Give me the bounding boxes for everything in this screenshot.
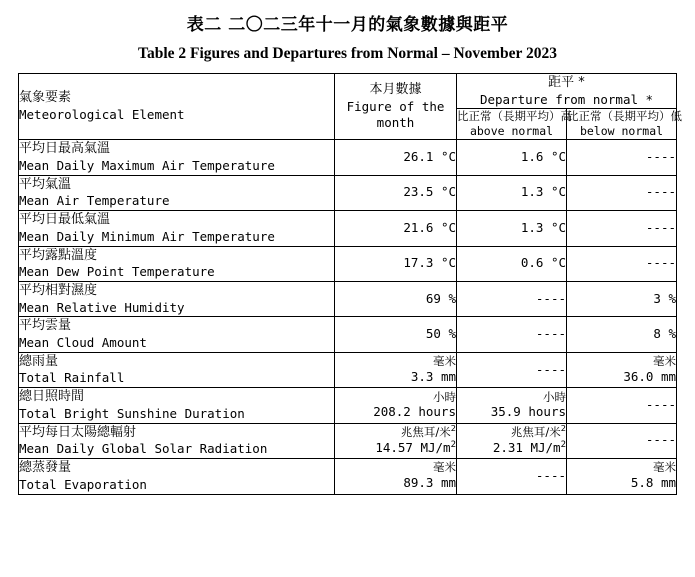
- table-row: [19, 423, 677, 458]
- table-row: [19, 211, 677, 246]
- row-element-en: Mean Dew Point Temperature: [19, 264, 215, 280]
- header-figure-cell: [335, 74, 457, 140]
- header-element-en: Meteorological Element: [19, 106, 185, 122]
- row-element-zh: 總蒸發量: [19, 460, 72, 476]
- row-element-en: Mean Daily Global Solar Radiation: [19, 441, 268, 457]
- row-figure-cell: 26.1 °C: [335, 140, 457, 175]
- table-row: [19, 281, 677, 316]
- row-element-cell: [19, 140, 335, 175]
- row-below-normal-cell: ----: [567, 246, 677, 281]
- row-below-normal-cell: 毫米 36.0 mm: [567, 352, 677, 387]
- row-above-normal-cell: ----: [457, 352, 567, 387]
- row-above-normal-cell: 小時 35.9 hours: [457, 388, 567, 423]
- row-figure-cell: 小時 208.2 hours: [335, 388, 457, 423]
- row-above-normal-cell: 1.6 °C: [457, 140, 567, 175]
- header-figure-zh: 本月數據: [369, 82, 422, 97]
- row-element-zh: 總日照時間: [19, 389, 85, 405]
- row-element-cell: [19, 246, 335, 281]
- table-header: [19, 74, 682, 140]
- row-figure-cell: 23.5 °C: [335, 175, 457, 210]
- page-title-en: Table 2 Figures and Departures from Normal – November 2023: [138, 45, 557, 62]
- table-row: [19, 175, 677, 210]
- row-element-zh: 平均日最高氣溫: [19, 141, 111, 157]
- row-element-en: Mean Air Temperature: [19, 193, 170, 209]
- table-row: [19, 459, 677, 494]
- row-element-cell: [19, 388, 335, 423]
- row-element-en: Total Rainfall: [19, 370, 125, 386]
- row-element-zh: 平均露點溫度: [19, 247, 98, 263]
- header-below-zh: 比正常（長期平均）低: [567, 109, 682, 124]
- row-above-normal-cell: ----: [457, 281, 567, 316]
- page-title-zh: 表二 二〇二三年十一月的氣象數據與距平: [186, 15, 509, 35]
- row-above-normal-cell: ----: [457, 459, 567, 494]
- table-row: [19, 352, 677, 387]
- row-element-zh: 平均相對濕度: [19, 282, 98, 298]
- header-figure-en-line1: Figure of the: [346, 98, 445, 114]
- header-figure-en-line2: month: [376, 115, 415, 131]
- row-figure-cell: 17.3 °C: [335, 246, 457, 281]
- weather-table: [18, 73, 682, 495]
- table-row: [19, 317, 677, 352]
- row-element-zh: 平均日最低氣溫: [19, 212, 111, 228]
- row-element-cell: [19, 459, 335, 494]
- row-below-normal-cell: ----: [567, 388, 677, 423]
- row-element-en: Mean Daily Maximum Air Temperature: [19, 157, 275, 173]
- row-figure-cell: 毫米 3.3 mm: [335, 352, 457, 387]
- row-below-normal-cell: ----: [567, 140, 677, 175]
- row-below-normal-cell: ----: [567, 211, 677, 246]
- row-element-zh: 總雨量: [19, 353, 59, 369]
- header-element-zh: 氣象要素: [19, 90, 72, 106]
- row-figure-cell: 毫米 89.3 mm: [335, 459, 457, 494]
- row-element-cell: [19, 175, 335, 210]
- header-row-top: [19, 74, 677, 109]
- row-above-normal-cell: 1.3 °C: [457, 211, 567, 246]
- header-above-normal-cell: [457, 109, 572, 140]
- row-element-en: Mean Daily Minimum Air Temperature: [19, 228, 275, 244]
- header-element-cell: [19, 74, 335, 140]
- row-element-cell: [19, 423, 335, 458]
- row-figure-cell: 兆焦耳/米$^2$ 14.57 $MJ/m^2$: [335, 423, 457, 458]
- row-element-zh: 平均每日太陽總輻射: [19, 424, 137, 440]
- row-element-zh: 平均雲量: [19, 318, 72, 334]
- header-departure-en: Departure from normal *: [479, 91, 654, 107]
- row-above-normal-cell: 1.3 °C: [457, 175, 567, 210]
- row-above-normal-cell: ----: [457, 317, 567, 352]
- row-element-cell: [19, 211, 335, 246]
- header-below-normal-cell: [567, 109, 682, 140]
- table-row: [19, 388, 677, 423]
- table-row: [19, 246, 677, 281]
- row-element-cell: [19, 281, 335, 316]
- row-element-en: Mean Cloud Amount: [19, 334, 147, 350]
- header-above-zh: 比正常（長期平均）高: [457, 109, 572, 124]
- row-element-en: Mean Relative Humidity: [19, 299, 185, 315]
- row-element-cell: [19, 352, 335, 387]
- table-body: [19, 140, 677, 494]
- row-figure-cell: 69 %: [335, 281, 457, 316]
- header-departure-zh: 距平 *: [548, 75, 585, 90]
- row-element-cell: [19, 317, 335, 352]
- table-row: [19, 140, 677, 175]
- header-departure-cell: [457, 74, 677, 109]
- header-above-en: above normal: [469, 124, 554, 139]
- row-below-normal-cell: 8 %: [567, 317, 677, 352]
- row-below-normal-cell: ----: [567, 423, 677, 458]
- row-below-normal-cell: 3 %: [567, 281, 677, 316]
- row-figure-cell: 21.6 °C: [335, 211, 457, 246]
- row-below-normal-cell: ----: [567, 175, 677, 210]
- row-figure-cell: 50 %: [335, 317, 457, 352]
- row-element-en: Total Evaporation: [19, 476, 147, 492]
- header-below-en: below normal: [579, 124, 664, 139]
- row-above-normal-cell: 兆焦耳/米$^2$ 2.31 $MJ/m^2$: [457, 423, 567, 458]
- row-element-zh: 平均氣溫: [19, 176, 72, 192]
- row-below-normal-cell: 毫米 5.8 mm: [567, 459, 677, 494]
- row-above-normal-cell: 0.6 °C: [457, 246, 567, 281]
- row-element-en: Total Bright Sunshine Duration: [19, 405, 245, 421]
